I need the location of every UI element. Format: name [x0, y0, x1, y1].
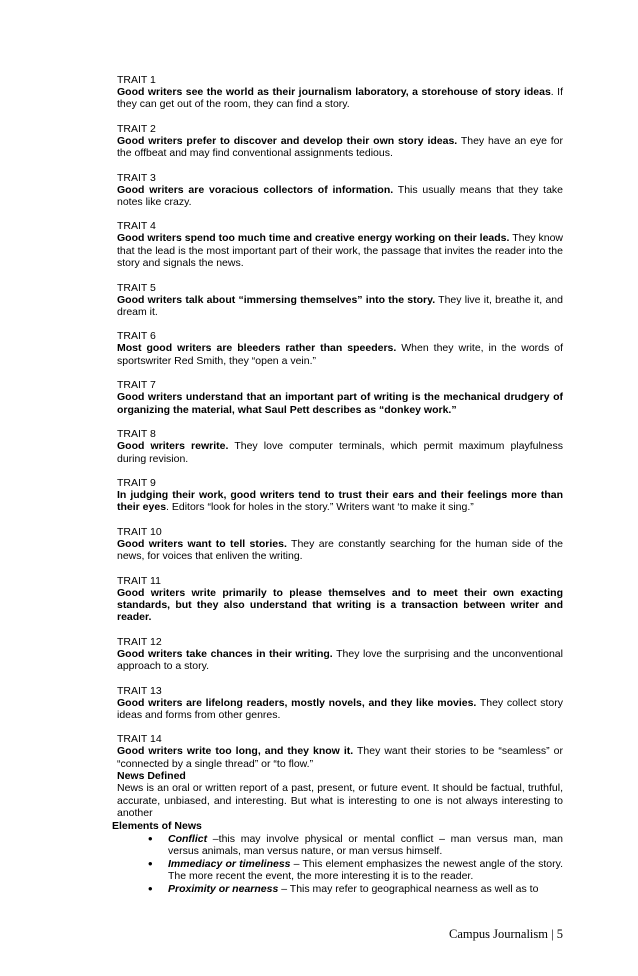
trait-bold-text: Good writers take chances in their writing. — [117, 647, 333, 660]
bullet-icon: • — [148, 855, 153, 871]
trait-block — [117, 74, 563, 111]
element-text: – This may refer to geographical nearness as well as to — [278, 882, 539, 895]
trait-label: TRAIT 4 — [117, 220, 156, 233]
trait-text — [117, 745, 563, 770]
trait-text — [117, 391, 563, 416]
trait-rest-text: . If they can get out of the room, they can find a story. — [117, 86, 563, 111]
trait-text — [117, 538, 563, 563]
trait-rest-text: They know that the lead is the most important part of their work, the passage that invites the reader into the story and signals the news. — [117, 232, 563, 270]
trait-text — [117, 489, 563, 514]
trait-label: TRAIT 11 — [117, 574, 161, 587]
trait-label: TRAIT 13 — [117, 684, 162, 697]
trait-text — [117, 135, 563, 160]
trait-block — [117, 172, 563, 209]
trait-block — [117, 685, 563, 722]
bullet-icon: • — [148, 880, 153, 896]
bullet-icon: • — [148, 831, 153, 846]
list-item — [148, 855, 563, 883]
trait-text — [117, 587, 563, 624]
trait-block — [117, 330, 563, 367]
trait-rest-text: They are constantly searching for the human side of the news, for voices that enliven the writing. — [117, 537, 563, 563]
element-text: – This element emphasizes the newest angle of the story. The more recent the event, the more interesting it is to the reader. — [168, 857, 563, 883]
trait-bold-text: Good writers want to tell stories. — [117, 537, 287, 550]
trait-text — [117, 294, 563, 319]
trait-text — [117, 648, 563, 673]
trait-label: TRAIT 5 — [117, 281, 156, 294]
trait-block — [117, 282, 563, 319]
trait-label: TRAIT 10 — [117, 525, 162, 538]
trait-block — [117, 526, 563, 563]
trait-bold-text: Good writers talk about “immersing themselves” into the story. — [117, 293, 436, 306]
trait-bold-text: Good writers prefer to discover and develop their own story ideas. — [117, 134, 458, 147]
trait-block — [117, 733, 563, 770]
elements-of-news-heading: Elements of News — [112, 820, 202, 832]
trait-label: TRAIT 9 — [117, 476, 156, 489]
trait-bold-text: Good writers understand that an important part of writing is the mechanical drudgery of organizing the material, what Saul Pett describes as “donkey work.” — [117, 391, 563, 416]
trait-text — [117, 697, 563, 722]
trait-label: TRAIT 6 — [117, 330, 156, 343]
trait-rest-text: This usually means that they take notes like crazy. — [117, 183, 564, 209]
trait-label: TRAIT 3 — [117, 171, 156, 184]
trait-rest-text: They collect story ideas and forms from other genres. — [117, 696, 564, 721]
news-defined-heading: News Defined — [117, 770, 186, 783]
trait-block — [117, 636, 563, 673]
trait-rest-text: They love computer terminals, which permit maximum playfulness during revision. — [117, 440, 563, 465]
trait-block — [117, 220, 563, 269]
trait-bold-text: Most good writers are bleeders rather than speeders. — [117, 342, 397, 355]
trait-block — [117, 575, 563, 624]
traits-section — [117, 74, 563, 837]
trait-bold-text: Good writers write too long, and they know it. — [117, 745, 354, 758]
trait-bold-text: Good writers rewrite. — [117, 440, 229, 453]
trait-label: TRAIT 12 — [117, 635, 162, 648]
trait-block — [117, 428, 563, 465]
trait-rest-text: They want their stories to be “seamless” or “connected by a single thread” or “to flow.” — [117, 745, 563, 770]
trait-text — [117, 86, 563, 111]
trait-bold-text: In judging their work, good writers tend to trust their ears and their feelings more than their eyes — [117, 488, 563, 514]
trait-bold-text: Good writers are lifelong readers, mostly novels, and they like movies. — [117, 696, 477, 709]
trait-rest-text: They love the surprising and the unconventional approach to a story. — [117, 647, 563, 673]
trait-text — [117, 232, 563, 269]
element-term: Conflict — [168, 833, 208, 845]
trait-bold-text: Good writers are voracious collectors of information. — [117, 183, 394, 196]
list-item — [148, 880, 563, 896]
trait-bold-text: Good writers see the world as their journalism laboratory, a storehouse of story ideas — [117, 86, 551, 98]
trait-rest-text: They have an eye for the offbeat and may find conventional assignments tedious. — [117, 134, 563, 160]
trait-rest-text: . Editors “look for holes in the story.” Writers want ‘to make it sing.” — [166, 501, 474, 514]
trait-label: TRAIT 1 — [117, 74, 156, 86]
elements-list — [112, 833, 563, 895]
trait-label: TRAIT 7 — [117, 379, 156, 392]
trait-label: TRAIT 8 — [117, 428, 156, 441]
element-text: –this may involve physical or mental conflict – man versus man, man versus animals, man versus nature, or man versus himself. — [168, 833, 563, 858]
trait-text — [117, 184, 563, 209]
elements-of-news-section — [112, 820, 563, 895]
trait-block — [117, 123, 563, 160]
list-item — [148, 831, 563, 858]
trait-rest-text: They live it, breathe it, and dream it. — [117, 293, 563, 319]
trait-rest-text: When they write, in the words of sportswriter Red Smith, they “open a vein.” — [117, 342, 563, 367]
trait-label: TRAIT 14 — [117, 733, 162, 746]
element-term: Proximity or nearness — [168, 882, 279, 895]
trait-label: TRAIT 2 — [117, 122, 156, 135]
trait-block — [117, 379, 563, 416]
trait-text — [117, 342, 563, 367]
trait-bold-text: Good writers write primarily to please themselves and to meet their own exacting standards, but they also understand that writing is a transaction between writer and reader. — [117, 586, 563, 624]
element-term: Immediacy or timeliness — [168, 857, 291, 870]
trait-text — [117, 440, 563, 465]
trait-bold-text: Good writers spend too much time and creative energy working on their leads. — [117, 232, 510, 245]
news-defined-text: News is an oral or written report of a past, present, or future event. It should be factual, truthful, accurate, unbiased, and interesting. But what is interesting to one is not always interesting to another — [117, 782, 563, 819]
trait-block — [117, 477, 563, 514]
page-footer: Campus Journalism | 5 — [449, 927, 563, 941]
